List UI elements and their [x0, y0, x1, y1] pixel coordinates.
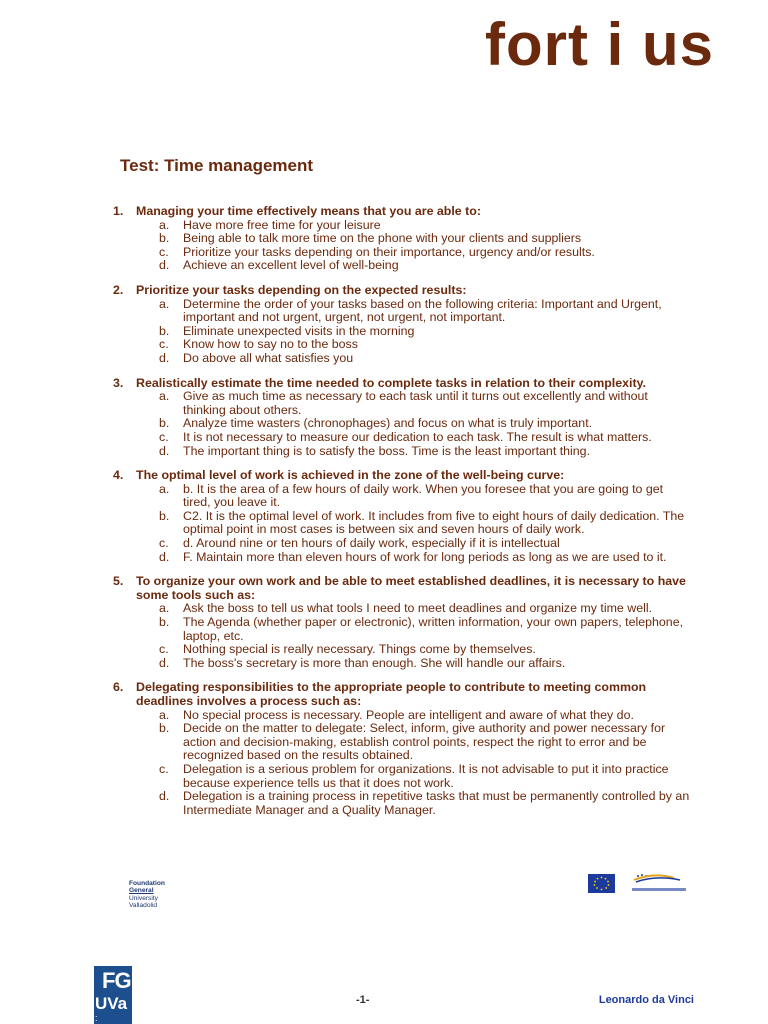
answer-option: [0, 325, 768, 339]
question-number: 3.: [113, 375, 124, 390]
option-text: Know how to say no to the boss: [183, 337, 358, 352]
brand-logo-text: fort i us: [485, 11, 714, 78]
option-letter: a.: [159, 389, 170, 404]
answer-option: [0, 709, 768, 723]
question-number: 5.: [113, 574, 124, 589]
option-letter: b.: [159, 508, 170, 523]
answer-option: [0, 390, 768, 417]
answer-option: [0, 643, 768, 657]
option-text: The boss's secretary is more than enough. She will handle our affairs.: [183, 655, 566, 670]
option-letter: a.: [159, 707, 170, 722]
option-letter: c.: [159, 337, 169, 352]
option-letter: d.: [159, 655, 170, 670]
option-text: Nothing special is really necessary. Things come by themselves.: [183, 642, 536, 657]
option-letter: a.: [159, 296, 170, 311]
option-text: Ask the boss to tell us what tools I need to meet deadlines and organize my time well.: [183, 601, 653, 616]
foundation-line: University: [129, 894, 158, 902]
answer-option: [0, 657, 768, 671]
fguva-logo: [94, 966, 132, 1024]
answer-option: [0, 232, 768, 246]
option-letter: d.: [159, 789, 170, 804]
question-list: [0, 205, 768, 828]
answer-option: [0, 551, 768, 565]
question-number: 1.: [113, 204, 124, 218]
foundation-name: [129, 880, 165, 910]
foundation-line: Valladolid: [129, 902, 158, 910]
logo-decoration: :: [95, 1013, 98, 1023]
answer-option: [0, 259, 768, 273]
question-item: [0, 205, 768, 273]
option-text: Delegation is a training process in repetitive tasks that must be permanently controlled by an Intermediate Manager and a Quality Manager.: [183, 789, 690, 817]
question-number: 6.: [113, 680, 124, 695]
option-text: Analyze time wasters (chronophages) and focus on what is truly important.: [183, 416, 593, 431]
option-letter: c.: [159, 244, 169, 259]
answer-option: [0, 219, 768, 233]
question-item: [0, 681, 768, 817]
option-text: F. Maintain more than eleven hours of work for long periods as long as we are used to it.: [183, 549, 667, 564]
option-letter: c.: [159, 761, 169, 776]
logo-uva-text: UVa: [95, 994, 128, 1013]
question-item: [0, 377, 768, 459]
leonardo-da-vinci-logo-icon: [630, 870, 690, 896]
option-letter: b.: [159, 721, 170, 736]
question-text: Managing your time effectively means that you are able to:: [136, 204, 481, 218]
question-item: [0, 284, 768, 366]
answer-option: [0, 445, 768, 459]
answer-option: [0, 417, 768, 431]
option-text: Eliminate unexpected visits in the morning: [183, 323, 415, 338]
option-text: Being able to talk more time on the phone with your clients and suppliers: [183, 231, 582, 246]
answer-option: [0, 763, 768, 790]
option-text: The important thing is to satisfy the boss. Time is the least important thing.: [183, 443, 591, 458]
option-text: b. It is the area of a few hours of daily work. When you foresee that you are going to get tired, you leave it.: [183, 481, 664, 510]
question-text: Prioritize your tasks depending on the expected results:: [136, 282, 467, 297]
question-text: The optimal level of work is achieved in the zone of the well-being curve:: [136, 468, 565, 483]
foundation-line: General: [129, 887, 154, 895]
option-letter: b.: [159, 615, 170, 630]
option-text: Delegation is a serious problem for organizations. It is not advisable to put it into practice because experience tells us that it does not work.: [183, 761, 669, 790]
option-letter: a.: [159, 481, 170, 496]
answer-option: [0, 602, 768, 616]
answer-option: [0, 510, 768, 537]
question-number: 2.: [113, 282, 124, 297]
option-text: Have more free time for your leisure: [183, 217, 381, 232]
option-letter: c.: [159, 642, 169, 657]
answer-option: [0, 431, 768, 445]
option-text: Give as much time as necessary to each task until it turns out excellently and without thinking about others.: [183, 389, 648, 417]
answer-option: [0, 537, 768, 551]
answer-option: [0, 298, 768, 325]
option-letter: c.: [159, 429, 169, 444]
option-letter: d.: [159, 443, 170, 458]
question-text: Realistically estimate the time needed to complete tasks in relation to their complexity.: [136, 375, 647, 390]
answer-option: [0, 790, 768, 817]
option-letter: b.: [159, 323, 170, 338]
program-name: Leonardo da Vinci: [598, 994, 694, 1006]
option-text: It is not necessary to measure our dedication to each task. The result is what matters.: [183, 429, 652, 444]
answer-option: [0, 483, 768, 510]
option-letter: d.: [159, 549, 170, 564]
question-item: [0, 575, 768, 670]
foundation-line: Foundation: [129, 880, 165, 887]
option-text: C2. It is the optimal level of work. It includes from five to eight hours of daily dedication. The optimal point in most cases is between six and seven hours of daily work.: [183, 508, 685, 537]
question-item: [0, 469, 768, 564]
option-letter: d.: [159, 258, 170, 273]
option-letter: c.: [159, 536, 169, 551]
option-text: No special process is necessary. People are intelligent and aware of what they do.: [183, 707, 634, 722]
option-text: Do above all what satisfies you: [183, 350, 354, 365]
option-letter: d.: [159, 350, 170, 365]
question-text: Delegating responsibilities to the appropriate people to contribute to meeting common deadlines involves a process such as:: [136, 680, 647, 708]
option-text: Decide on the matter to delegate: Select, inform, give authority and power necessary for action and decision-making, establish control points, respect the right to error and be recognized based on the results obtained.: [183, 721, 666, 763]
answer-option: [0, 722, 768, 763]
option-letter: a.: [159, 217, 170, 232]
option-letter: b.: [159, 231, 170, 246]
answer-option: [0, 246, 768, 260]
eu-flag-icon: [588, 874, 615, 893]
option-text: d. Around nine or ten hours of daily work, especially if it is intellectual: [183, 536, 560, 551]
document-title: Test: Time management: [120, 156, 314, 175]
logo-fg-text: FG: [102, 968, 131, 993]
answer-option: [0, 616, 768, 643]
option-text: Prioritize your tasks depending on their importance, urgency and/or results.: [183, 244, 595, 259]
option-text: The Agenda (whether paper or electronic), written information, your own papers, telephone, laptop, etc.: [183, 615, 684, 643]
option-letter: b.: [159, 416, 170, 431]
option-text: Achieve an excellent level of well-being: [183, 258, 399, 273]
question-number: 4.: [113, 468, 124, 483]
answer-option: [0, 352, 768, 366]
option-text: Determine the order of your tasks based on the following criteria: Important and Urgent, important and not urgent, urgent, not urgent, not important.: [183, 296, 662, 325]
page-number: -1-: [356, 994, 370, 1006]
option-letter: a.: [159, 601, 170, 616]
answer-option: [0, 338, 768, 352]
question-text: To organize your own work and be able to meet established deadlines, it is necessary to have some tools such as:: [136, 574, 686, 602]
